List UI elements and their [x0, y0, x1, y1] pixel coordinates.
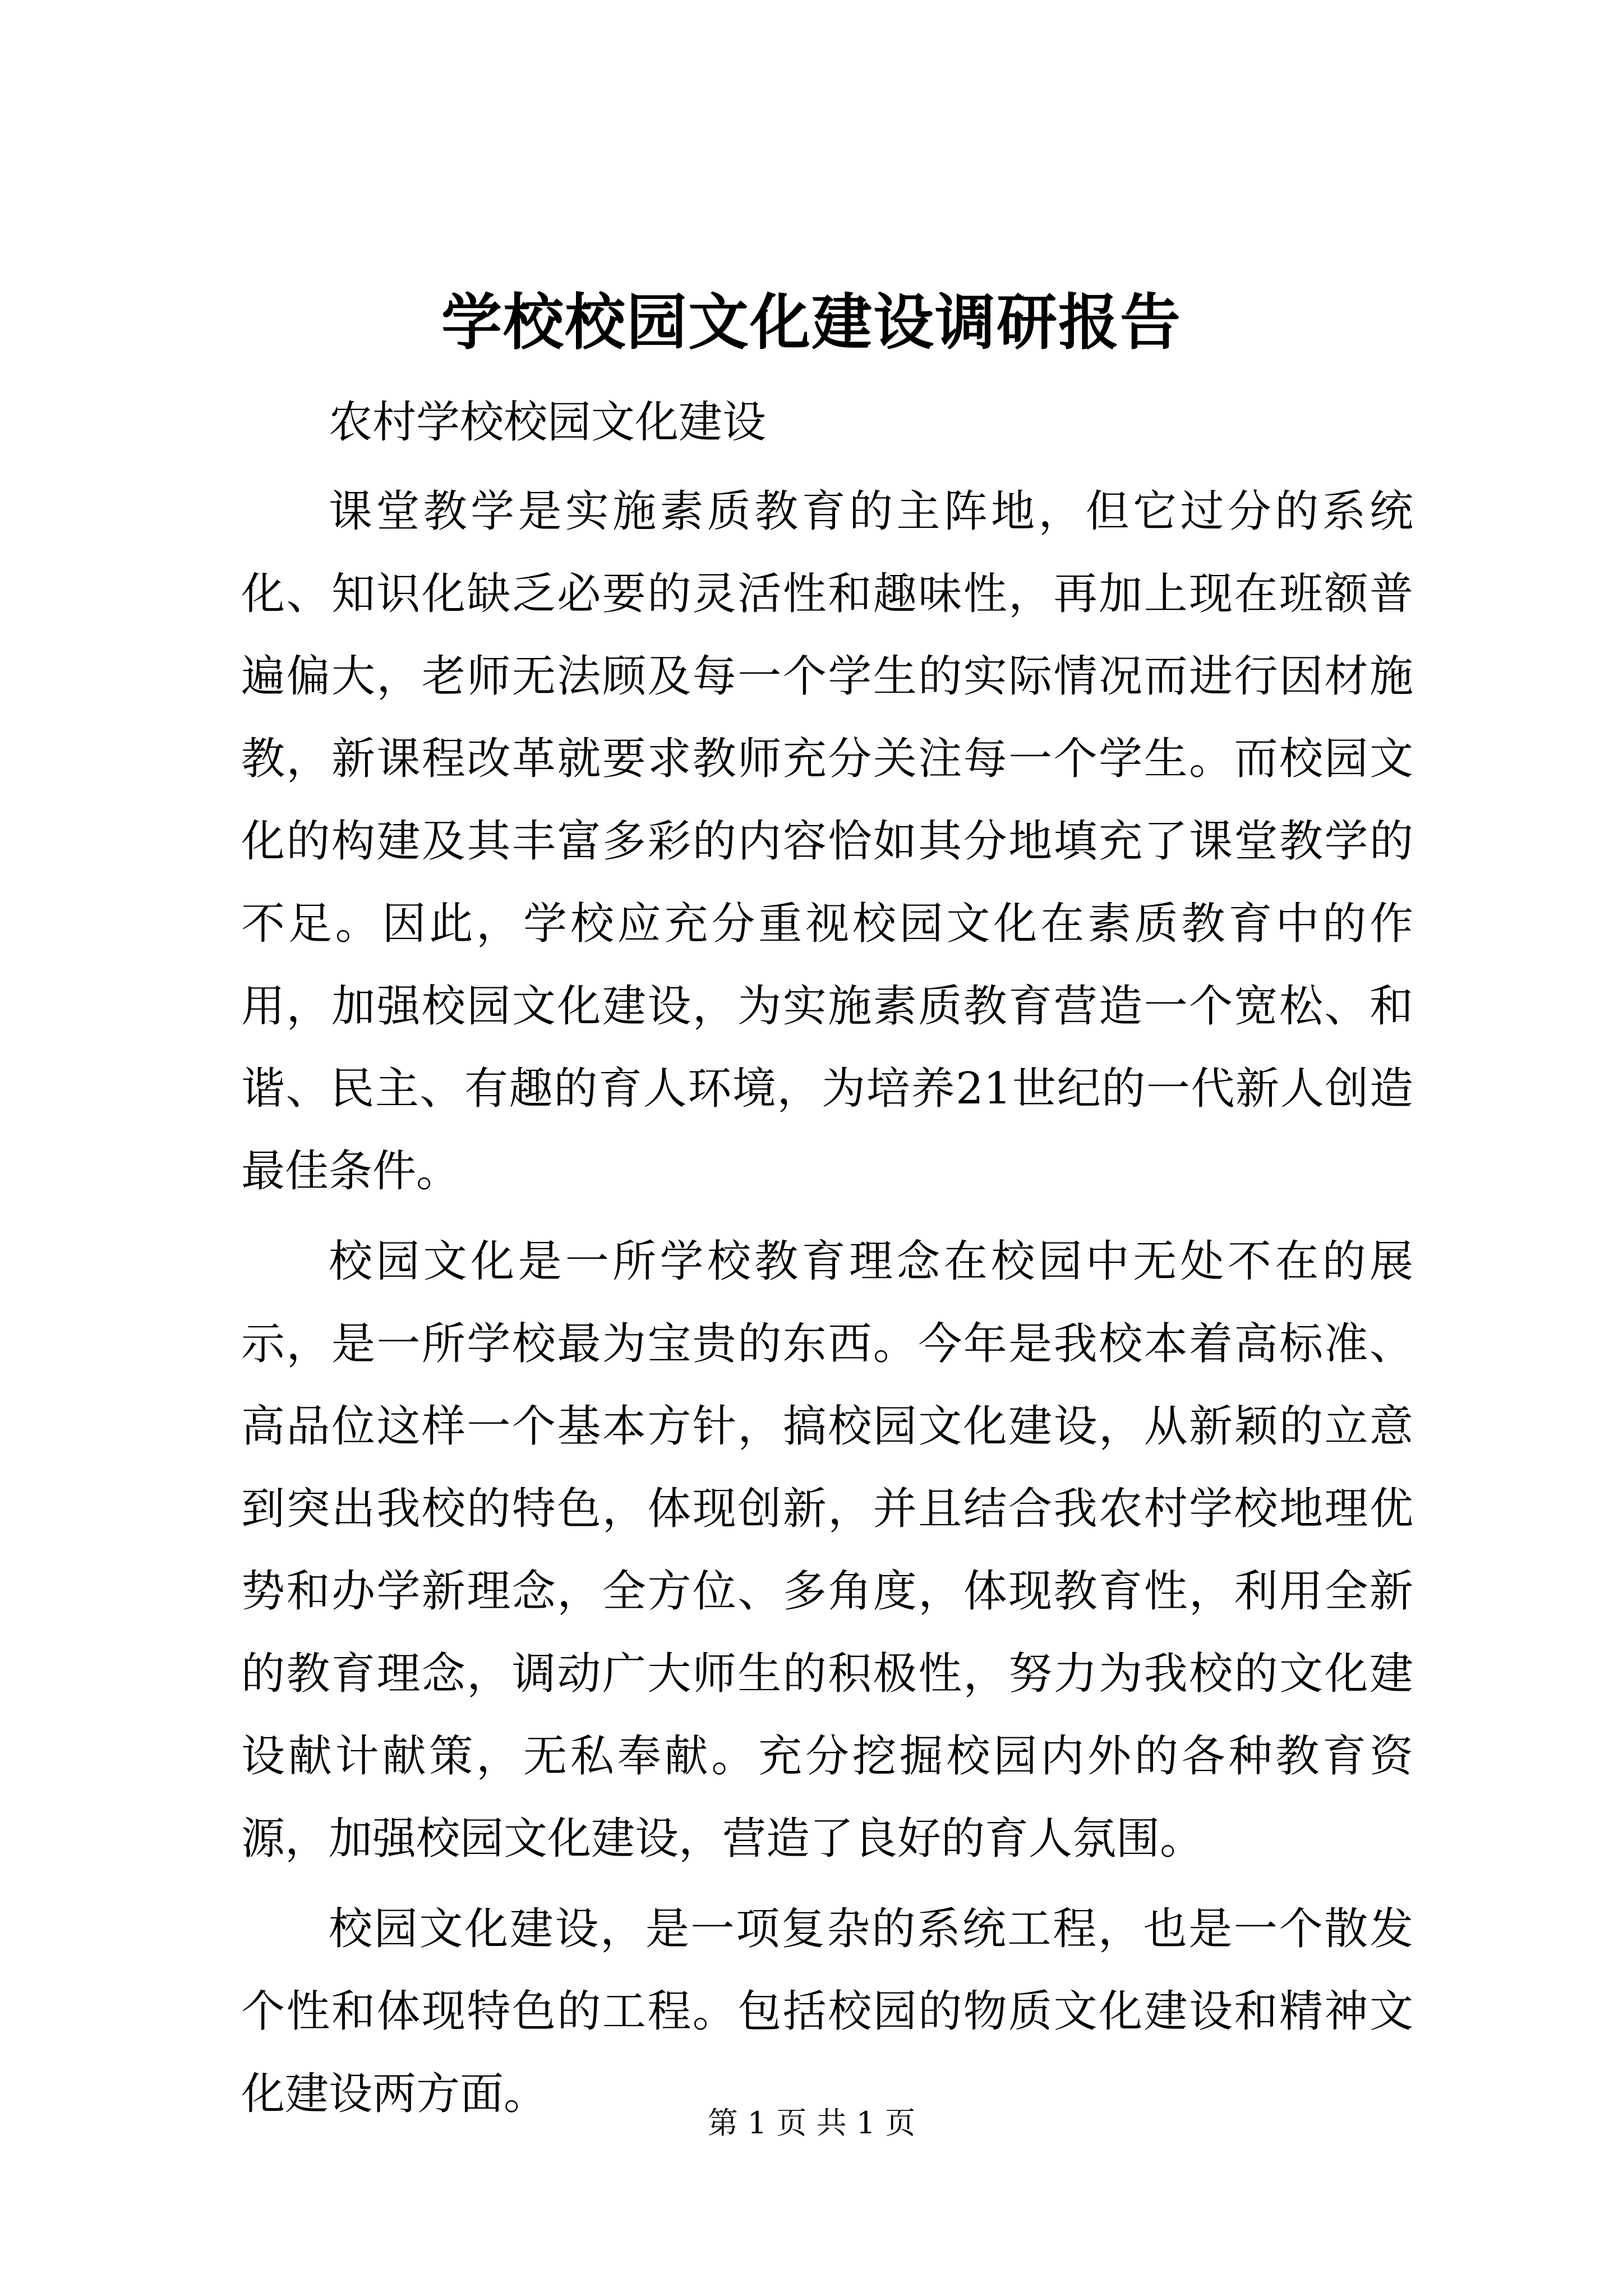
paragraph-1: 课堂教学是实施素质教育的主阵地，但它过分的系统化、知识化缺乏必要的灵活性和趣味性，再加上现在班额普遍偏大，老师无法顾及每一个学生的实际情况而进行因材施教，新课程改革就要求教师充分关注每一个学生。而校园文化的构建及其丰富多彩的内容恰如其分地填充了课堂教学的不足。因此，学校应充分重视校园文化在素质教育中的作用，加强校园文化建设，为实施素质教育营造一个宽松、和谐、民主、有趣的育人环境，为培养21世纪的一代新人创造最佳条件。	[241, 486, 1413, 1197]
page-footer: 第 1 页 共 1 页	[707, 2105, 916, 2141]
document-body	[241, 381, 1413, 2143]
paragraph-3: 校园文化建设，是一项复杂的系统工程，也是一个散发个性和体现特色的工程。包括校园的物质文化建设和精神文化建设两方面。	[241, 1904, 1413, 2119]
paragraph-2: 校园文化是一所学校教育理念在校园中无处不在的展示，是一所学校最为宝贵的东西。今年是我校本着高标准、高品位这样一个基本方针，搞校园文化建设，从新颖的立意到突出我校的特色，体现创新，并且结合我农村学校地理优势和办学新理念，全方位、多角度，体现教育性，利用全新的教育理念，调动广大师生的积极性，努力为我校的文化建设献计献策，无私奉献。充分挖掘校园内外的各种教育资源，加强校园文化建设，营造了良好的育人氛围。	[241, 1236, 1413, 1864]
document-subtitle: 农村学校校园文化建设	[329, 397, 767, 448]
document-title: 学校校园文化建设调研报告	[441, 287, 1182, 358]
